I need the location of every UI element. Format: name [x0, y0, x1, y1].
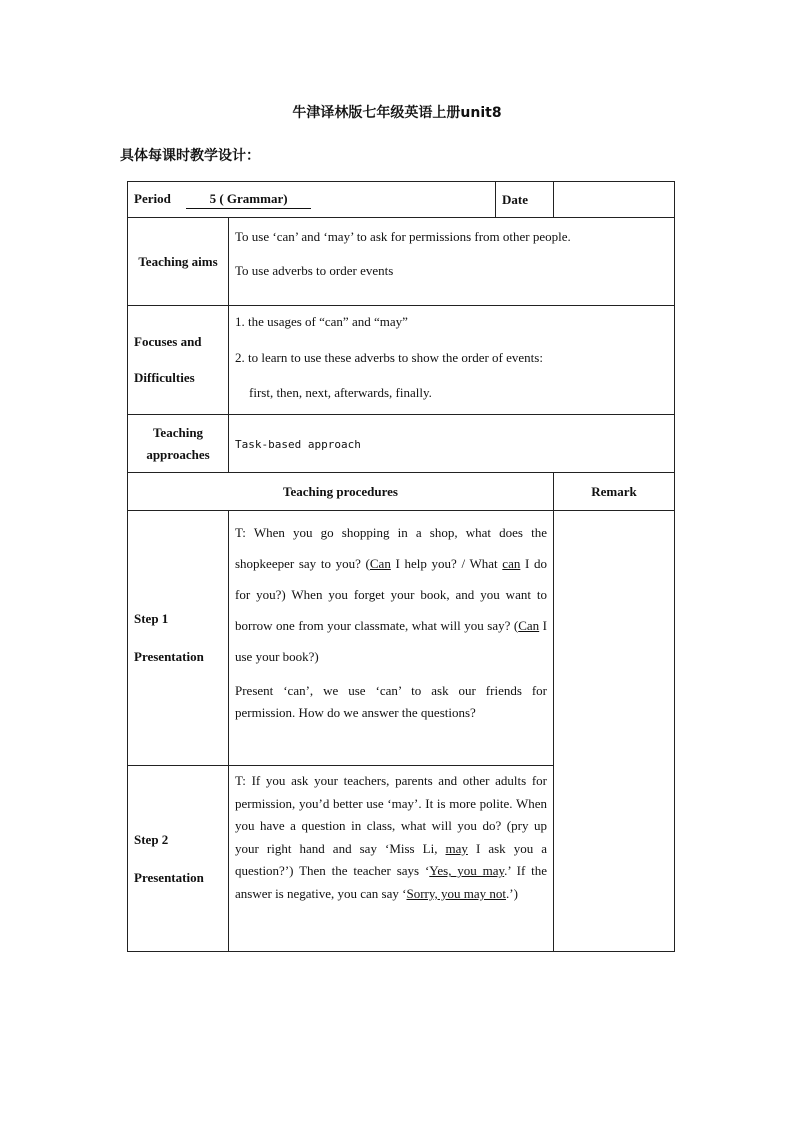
- aim-item: To use ‘can’ and ‘may’ to ask for permissions from other people.: [235, 229, 571, 244]
- approach-label-cell: [128, 415, 229, 473]
- aims-content-cell: [229, 218, 675, 306]
- step2-stage: Presentation: [134, 869, 204, 885]
- period-cell: [128, 182, 496, 218]
- date-label-cell: [496, 182, 554, 218]
- aims-row: [128, 218, 675, 306]
- focus-row: [128, 306, 675, 415]
- document-subtitle: 具体每课时教学设计：: [120, 148, 260, 164]
- approach-text: Task-based approach: [235, 437, 361, 451]
- focus-label: Focuses and: [134, 334, 202, 350]
- step1-label: Step 1: [134, 611, 169, 627]
- date-value-cell: [554, 182, 675, 218]
- aims-label: Teaching aims: [138, 253, 218, 269]
- step1-label-cell: [128, 511, 229, 766]
- procedures-header-row: [128, 473, 675, 511]
- remark-label: Remark: [591, 483, 637, 499]
- step1-row: [128, 511, 675, 766]
- approach-label: Teaching approaches: [146, 424, 210, 462]
- step2-content-cell: [229, 766, 554, 952]
- period-label: Period: [134, 191, 171, 207]
- step1-content-cell: [229, 511, 554, 766]
- approach-content-cell: [229, 415, 675, 473]
- focus-label-cell: [128, 306, 229, 415]
- focus-item: 1. the usages of “can” and “may”: [235, 314, 408, 329]
- remark-header-cell: [554, 473, 675, 511]
- focus-item: first, then, next, afterwards, finally.: [249, 385, 432, 401]
- step1-paragraph-1: T: When you go shopping in a shop, what does the shopkeeper say to you? (Can I help you? / What can I do for you?) When you forget your book, and you want to borrow one from your classmate, what will you say? (Can I use your book?): [235, 525, 548, 664]
- focus-content-cell: [229, 306, 675, 415]
- approach-row: [128, 415, 675, 473]
- step2-label: Step 2: [134, 831, 169, 847]
- step1-stage: Presentation: [134, 649, 204, 664]
- remark-cell: [554, 511, 675, 952]
- document-title: 牛津译林版七年级英语上册unit8: [292, 105, 502, 121]
- date-label: Date: [502, 191, 529, 207]
- difficulties-label: Difficulties: [134, 370, 195, 385]
- step2-label-cell: [128, 766, 229, 952]
- aim-item: To use adverbs to order events: [235, 262, 394, 278]
- lesson-plan-table: [127, 181, 675, 952]
- step2-paragraph: T: If you ask your teachers, parents and other adults for permission, you’d better use ‘may’. It is more polite. When you have a question in class, what will you do? (pry up your right hand and say ‘Miss Li, may I ask you a question?’) Then the teacher says ‘Yes, you may.’ If the answer is negative, you can say ‘Sorry, you may not.’): [235, 773, 548, 901]
- period-row: [128, 182, 675, 218]
- aims-label-cell: [128, 218, 229, 306]
- procedures-header-cell: [128, 473, 554, 511]
- period-value: 5 ( Grammar): [186, 190, 311, 209]
- focus-item: 2. to learn to use these adverbs to show the order of events:: [235, 349, 543, 365]
- step1-paragraph-2: Present ‘can’, we use ‘can’ to ask our friends for permission. How do we answer the questions?: [235, 683, 548, 720]
- procedures-label: Teaching procedures: [283, 483, 398, 499]
